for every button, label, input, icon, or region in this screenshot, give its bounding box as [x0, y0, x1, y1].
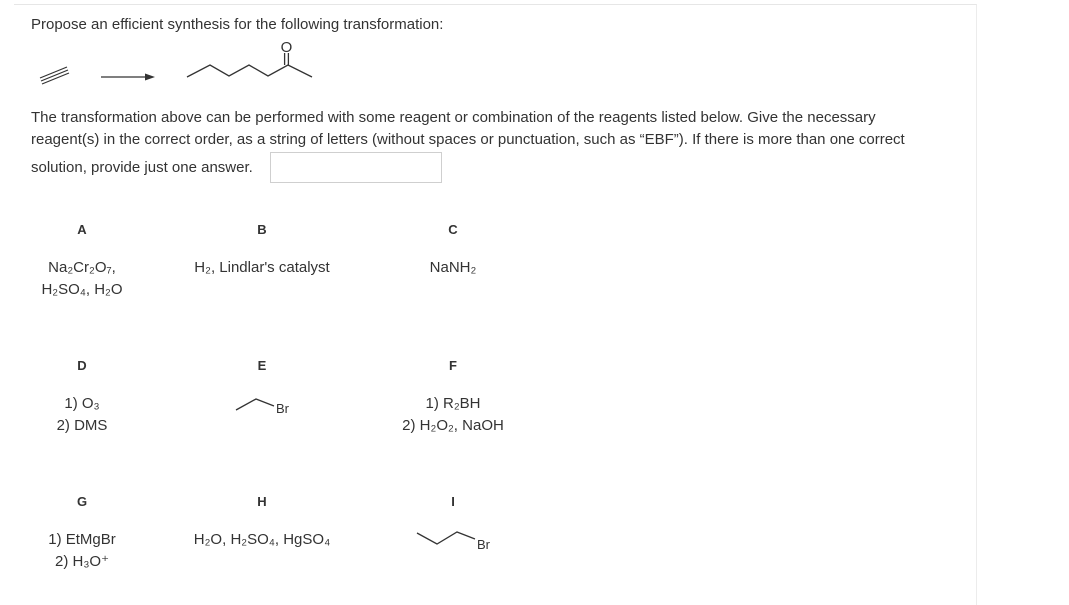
propyl-bromide-icon	[413, 527, 503, 557]
reagent-label-c: C	[448, 222, 458, 237]
reagent-b	[172, 257, 352, 279]
reagent-label-b: B	[257, 222, 267, 237]
carbonyl-oxygen-label: O	[280, 39, 293, 56]
instructions	[31, 107, 943, 179]
reagent-c-line-1: NaNH₂	[429, 259, 477, 276]
reagent-d	[22, 393, 142, 437]
reagent-a-line-1: Na₂Cr₂O₇,	[48, 259, 116, 276]
instructions-line-3: solution, provide just one answer.	[31, 159, 253, 176]
answer-input[interactable]	[270, 152, 442, 183]
reagent-label-a: A	[77, 222, 87, 237]
instructions-line-1: The transformation above can be performed with some reagent or combination of the reagents listed below. Give the necessary	[31, 109, 876, 126]
reagent-label-i: I	[451, 494, 455, 509]
reaction-arrow-icon	[101, 74, 155, 81]
2-hexanone-icon	[187, 53, 312, 77]
reagent-label-e: E	[257, 358, 267, 373]
reagent-h-line-1: H₂O, H₂SO₄, HgSO₄	[193, 531, 331, 548]
reagent-label-h: H	[257, 494, 267, 509]
reagent-a-line-2: H₂SO₄, H₂O	[41, 281, 123, 298]
reagent-h	[172, 529, 352, 551]
reagent-label-g: G	[76, 494, 88, 509]
reagent-i-br-label: Br	[477, 537, 490, 552]
reagent-g-line-2: 2) H₃O⁺	[54, 553, 110, 570]
reagent-f	[383, 393, 523, 437]
terminal-alkyne-icon	[40, 67, 69, 84]
reaction-scheme	[30, 38, 350, 98]
reagent-f-line-1: 1) R₂BH	[425, 395, 481, 412]
ethyl-bromide-icon	[232, 393, 302, 423]
reagent-f-line-2: 2) H₂O₂, NaOH	[402, 417, 504, 434]
reagent-d-line-2: 2) DMS	[56, 417, 108, 434]
reagent-label-d: D	[77, 358, 87, 373]
reagent-c	[393, 257, 513, 279]
instructions-line-2: reagent(s) in the correct order, as a string of letters (without spaces or punctuation, such as “EBF”). If there is more than one correct	[31, 131, 905, 148]
reagent-g	[22, 529, 142, 573]
reagent-b-line-1: H₂, Lindlar's catalyst	[194, 259, 330, 276]
reagent-e-br-label: Br	[276, 401, 289, 416]
reagent-d-line-1: 1) O₃	[64, 395, 100, 412]
reagent-a	[22, 257, 142, 301]
reagent-label-f: F	[449, 358, 457, 373]
reagent-g-line-1: 1) EtMgBr	[48, 531, 116, 548]
question-prompt: Propose an efficient synthesis for the following transformation:	[31, 16, 444, 33]
